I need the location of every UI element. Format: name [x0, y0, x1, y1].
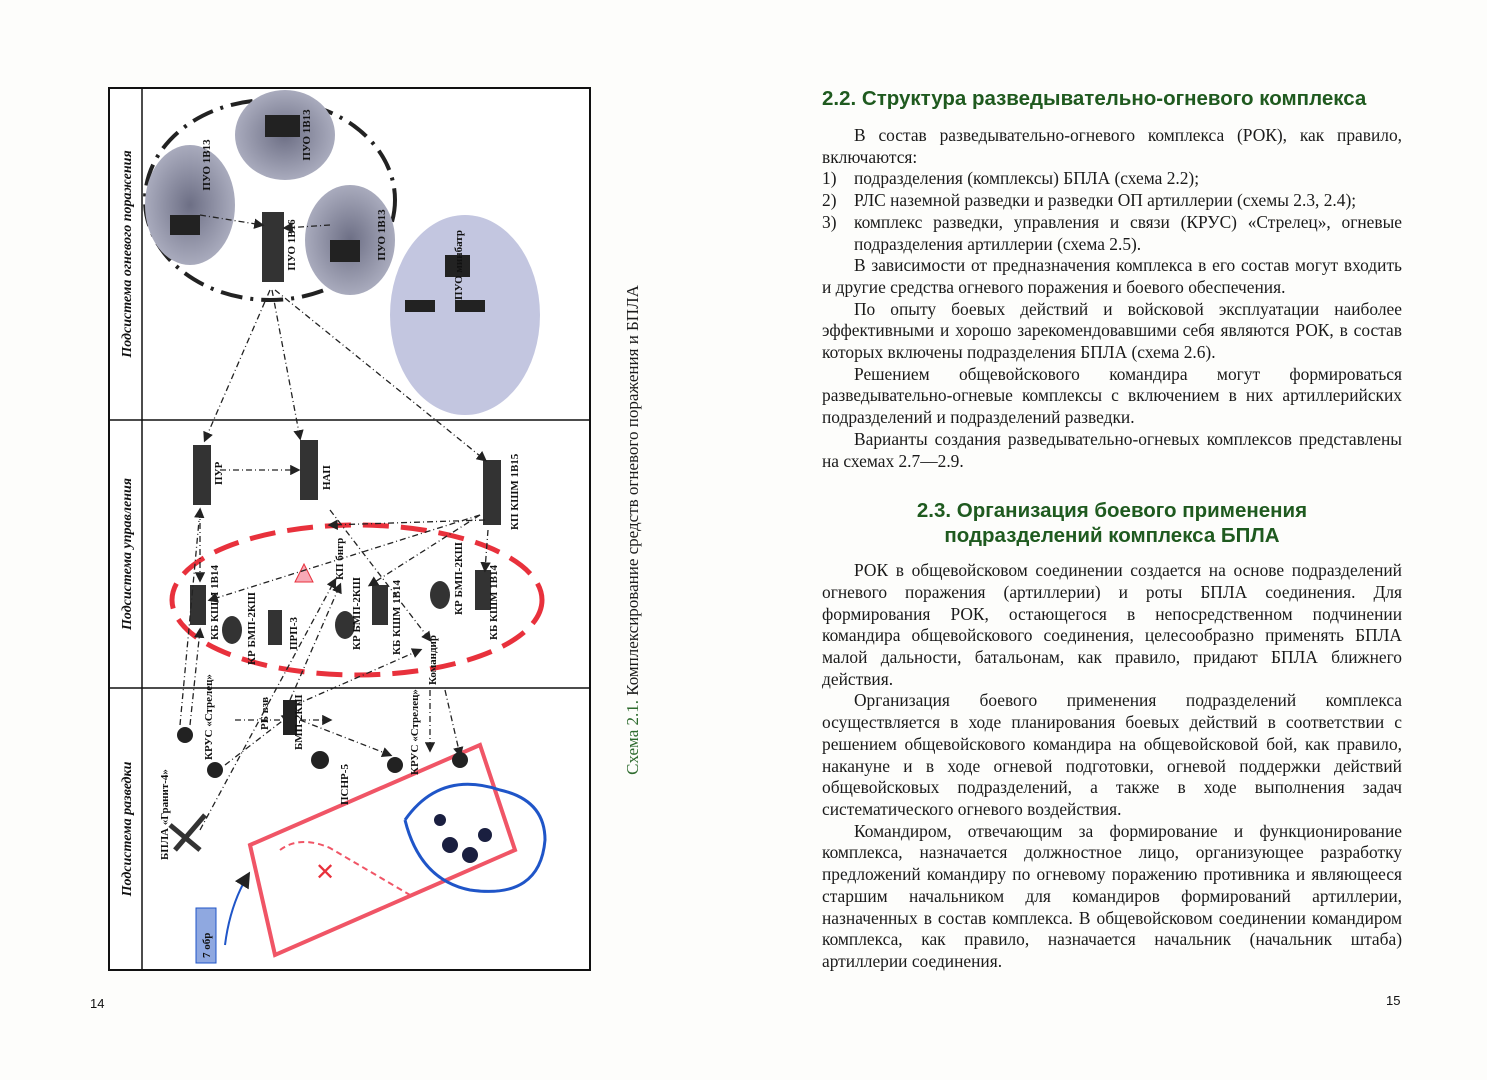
paragraph: В состав разведывательно-огневого комплекса (РОК), как правило, включаются:	[822, 125, 1402, 167]
paragraph: Командиром, отвечающим за формирование и функционирование комплекса, назначается должностное лицо, организующее разработку предложений командиру по огневому поражению противника и являющееся старшим начальником для командиров формирований артиллерии, назначенных в состав комплекса. В общевойсковом соединении командиром комплекса, как правило, назначается начальник (начальник штаба) артиллерии соединения.	[822, 820, 1402, 971]
label-puo-1v13: ПУО 1В13	[201, 139, 213, 191]
mortar-battery-area	[390, 215, 540, 415]
paragraph: Организация боевого применения подразделений комплекса осуществляется в ходе планирования боевых действий в соответствии с решением общевойскового командира на общевойсковой бой, как правило, накануне и в ходе огневой подготовки, огневой поддержки действий общевойсковых подразделений, а также в ходе выполнения задач систематического огневого воздействия.	[822, 690, 1402, 819]
section-heading-2-3-line1: 2.3. Организация боевого применения	[916, 499, 1308, 523]
list-item	[822, 190, 1402, 212]
target-mark-icon: ✕	[315, 859, 336, 886]
label-puo-minbatr: ПУО минбатр	[453, 230, 465, 300]
page-number-right: 15	[1386, 993, 1401, 1008]
label-rb-vzv: РБ взв	[259, 696, 271, 730]
section-label-recon: Подсистема разведки	[120, 761, 135, 897]
label-nap: НАП	[321, 465, 333, 490]
label-kr-bmp-2ksh: КР БМП-2КШ	[246, 592, 258, 665]
list-text: комплекс разведки, управления и связи (КРУС) «Стрелец», огневые подразделения артиллерии (схема 2.5).	[854, 211, 1402, 254]
paragraph: Решением общевойскового командира могут формироваться разведывательно-огневые комплексы с включением в них артиллерийских подразделений и подразделений разведки.	[822, 363, 1402, 428]
section-heading-2-2: 2.2. Структура разведывательно-огневого комплекса	[822, 87, 1367, 110]
list-number: 1)	[822, 168, 837, 189]
label-puo-1v13: ПУО 1В13	[301, 109, 313, 161]
label-krus-strelets: КРУС «Стрелец»	[203, 674, 215, 760]
list-text: подразделения (комплексы) БПЛА (схема 2.2);	[854, 168, 1200, 189]
label-kb-kshm-1v14: КБ КШМ 1В14	[488, 564, 500, 640]
vehicle-icon	[262, 212, 284, 282]
list-text: РЛС наземной разведки и разведки ОП артиллерии (схемы 2.3, 2.4);	[854, 190, 1357, 211]
label-puo-1v13: ПУО 1В13	[376, 209, 388, 261]
label-kr-bmp-2ksh: КР БМП-2КШ	[351, 577, 363, 650]
label-psnr-5: ПСНР-5	[339, 764, 351, 805]
label-bmp-2ksh: БМП-2КШ	[293, 694, 305, 750]
label-kb-kshm-1v14: КБ КШМ 1В14	[391, 579, 403, 655]
list-item	[822, 212, 1402, 255]
paragraph: В зависимости от предназначения комплекса в его состав могут входить и другие средства огневого поражения и боевого обеспечения.	[822, 255, 1402, 297]
figure-number: Схема 2.1.	[623, 699, 642, 775]
list-number: 2)	[822, 190, 837, 211]
figure-title: Комплексирование средств огневого поражения и БПЛА	[623, 285, 642, 696]
paragraph: По опыту боевых действий и войсковой эксплуатации наиболее эффективными и хорошо зарекомендовавшими себя являются РОК, в состав которых включены подразделения БПЛА (схема 2.6).	[822, 298, 1402, 363]
label-pur: ПУР	[213, 461, 225, 485]
paragraph: Варианты создания разведывательно-огневых комплексов представлены на схемах 2.7—2.9.	[822, 428, 1402, 471]
list-number: 3)	[822, 211, 837, 232]
section-label-fire: Подсистема огневого поражения	[120, 150, 135, 358]
label-komandir: Командир	[427, 635, 439, 685]
section-heading-2-3-line2: подразделений комплекса БПЛА	[944, 524, 1280, 548]
label-krus-strelets: КРУС «Стрелец»	[409, 689, 421, 775]
paragraph: РОК в общевойсковом соединении создается на основе подразделений огневого поражения (артиллерии) и роты БПЛА соединения. Для формирования РОК, остающегося в непосредственном подчинении командира общевойскового соединения, целесообразно применять БПЛА малой дальности, батальонам, как правило, придают БПЛА ближнего действия.	[822, 560, 1402, 689]
label-brigade: 7 обр	[201, 932, 213, 958]
page-number-left: 14	[90, 996, 105, 1011]
section-label-control: Подсистема управления	[120, 478, 135, 630]
label-puo-1v16: ПУО 1В16	[286, 219, 298, 271]
label-kp-kshm-1v15: КП КШМ 1В15	[509, 453, 521, 530]
figure-caption	[623, 285, 643, 775]
right-page-text	[822, 86, 1402, 973]
battery-area	[145, 145, 235, 265]
list-item	[822, 168, 1402, 190]
label-bpla-granit: БПЛА «Гранит-4»	[159, 769, 171, 860]
label-kb-kshm-1v14: КБ КШМ 1В14	[209, 564, 221, 640]
label-prp-3: ПРП-3	[288, 617, 300, 650]
label-kr-bmp-2ksh: КР БМП-2КШ	[453, 542, 465, 615]
label-kp-bngr: КП бнгр	[334, 537, 346, 580]
